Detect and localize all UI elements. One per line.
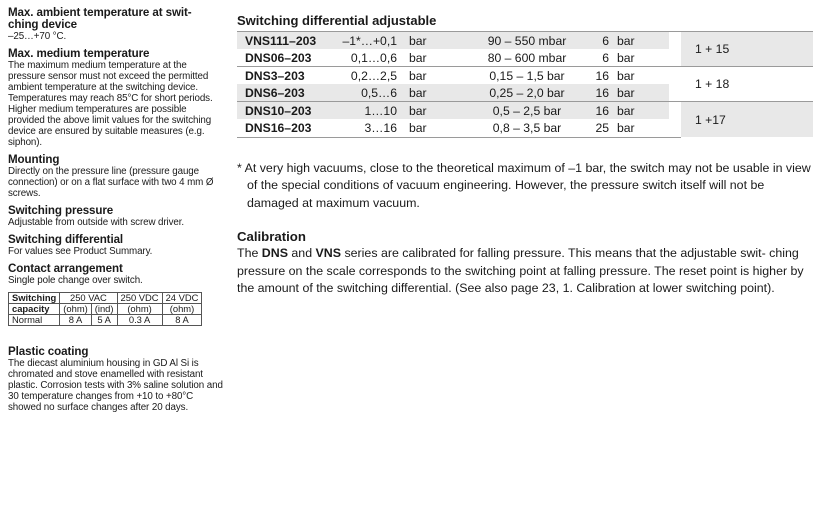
max-pressure-cell: 25: [587, 119, 617, 137]
mounting-text: Directly on the pressure line (pressure gauge connection) or on a flat surface with two 4 mm Ø screws.: [8, 166, 214, 199]
table-row: [237, 102, 813, 120]
vacuum-footnote: * At very high vacuums, close to the theoretical maximum of –1 bar, the switch may not be usable in view of the special conditions of vacuum engineering. However, the pressure switch itself will not be damaged at maximum vacuum.: [237, 160, 811, 210]
unit-cell: bar: [617, 49, 669, 67]
table-cell: 8 A: [60, 315, 91, 326]
unit-cell: bar: [617, 119, 669, 137]
max-pressure-cell: 16: [587, 67, 617, 85]
table-row: [9, 293, 202, 304]
switching-pressure-section: [8, 205, 223, 228]
max-medium-heading: Max. medium temperature: [8, 47, 150, 60]
table-title: Switching differential adjustable: [237, 13, 437, 28]
table-cell: 8 A: [162, 315, 202, 326]
table-cell: (ohm): [60, 304, 91, 315]
max-pressure-cell: 6: [587, 49, 617, 67]
switching-capacity-table: [8, 292, 202, 326]
max-pressure-cell: 6: [587, 32, 617, 50]
mounting-section: [8, 154, 223, 199]
mounting-heading: Mounting: [8, 153, 60, 166]
table-row: [237, 67, 813, 85]
differential-range-cell: 0,15 – 1,5 bar: [467, 67, 587, 85]
range-cell: 0,5…6: [341, 84, 397, 102]
switching-differential-heading: Switching differential: [8, 233, 124, 246]
unit-cell: bar: [617, 67, 669, 85]
type-cell: DNS06–203: [237, 49, 341, 67]
table-row: [237, 32, 813, 50]
right-column: [237, 13, 817, 298]
fixed-value-cell: 1 + 15: [681, 32, 813, 67]
differential-range-cell: 80 – 600 mbar: [467, 49, 587, 67]
max-medium-section: [8, 48, 223, 148]
range-cell: –1*…+0,1: [341, 32, 397, 50]
table-cell: (ind): [91, 304, 117, 315]
left-column: [8, 7, 223, 419]
differential-range-cell: 0,8 – 3,5 bar: [467, 119, 587, 137]
unit-cell: bar: [397, 67, 467, 85]
switching-pressure-text: Adjustable from outside with screw driver.: [8, 217, 185, 228]
type-cell: VNS111–203: [237, 32, 341, 50]
dns-label: DNS: [261, 246, 288, 261]
max-ambient-heading: Max. ambient temperature at swit- ching device: [8, 6, 192, 31]
unit-cell: bar: [617, 102, 669, 120]
switching-differential-table: [237, 31, 813, 138]
table-cell: 5 A: [91, 315, 117, 326]
max-pressure-cell: 16: [587, 102, 617, 120]
table-cell: Switching: [9, 293, 60, 304]
table-cell: 0.3 A: [117, 315, 162, 326]
table-cell: 250 VAC: [60, 293, 117, 304]
switching-differential-section: [8, 234, 223, 257]
max-ambient-section: [8, 7, 223, 42]
contact-text: Single pole change over switch.: [8, 275, 143, 286]
unit-cell: bar: [617, 84, 669, 102]
type-cell: DNS6–203: [237, 84, 341, 102]
differential-range-cell: 0,25 – 2,0 bar: [467, 84, 587, 102]
unit-cell: bar: [617, 32, 669, 50]
table-cell: 250 VDC: [117, 293, 162, 304]
calibration-text: The DNS and VNS series are calibrated for falling pressure. This means that the adjustable swit- ching pressure on the scale corresponds to the switching point at falling pressure. The reset point is higher by the amount of the switching differential. (See also page 23, 1. Calibration at lower switching point).: [237, 246, 804, 296]
vns-label: VNS: [315, 246, 342, 261]
table-row: [9, 315, 202, 326]
contact-section: [8, 263, 223, 286]
plastic-coating-section: [8, 346, 223, 413]
range-cell: 3…16: [341, 119, 397, 137]
plastic-coating-text: The diecast aluminium housing in GD Al Si is chromated and stove enamelled with resistant plastic. Corrosion tests with 3% saline solution and 30 temperature changes from +10 to +80°C showed no surface changes after 20 days.: [8, 358, 223, 413]
differential-range-cell: 0,5 – 2,5 bar: [467, 102, 587, 120]
contact-heading: Contact arrangement: [8, 262, 123, 275]
switching-pressure-heading: Switching pressure: [8, 204, 114, 217]
fixed-value-cell: 1 + 18: [681, 67, 813, 102]
unit-cell: bar: [397, 32, 467, 50]
fixed-value-cell: 1 +17: [681, 102, 813, 137]
calibration-heading: Calibration: [237, 229, 306, 245]
unit-cell: bar: [397, 119, 467, 137]
range-cell: 0,1…0,6: [341, 49, 397, 67]
max-pressure-cell: 16: [587, 84, 617, 102]
table-cell: Normal: [9, 315, 60, 326]
range-cell: 0,2…2,5: [341, 67, 397, 85]
range-cell: 1…10: [341, 102, 397, 120]
max-medium-text-1: The maximum medium temperature at the pressure sensor must not exceed the permitted ambient temperature at the switching device. Temperatures may reach 85°C for short periods.: [8, 60, 213, 104]
unit-cell: bar: [397, 102, 467, 120]
type-cell: DNS10–203: [237, 102, 341, 120]
unit-cell: bar: [397, 49, 467, 67]
table-cell: 24 VDC: [162, 293, 202, 304]
differential-range-cell: 90 – 550 mbar: [467, 32, 587, 50]
table-cell: (ohm): [117, 304, 162, 315]
table-row: [9, 304, 202, 315]
type-cell: DNS16–203: [237, 119, 341, 137]
max-medium-text-2: Higher medium temperatures are possible provided the above limit values for the switching device are ensured by suitable measures (e.g. siphon).: [8, 104, 212, 148]
plastic-coating-heading: Plastic coating: [8, 345, 89, 358]
max-ambient-text: –25…+70 °C.: [8, 31, 67, 42]
table-cell: (ohm): [162, 304, 202, 315]
unit-cell: bar: [397, 84, 467, 102]
table-cell: capacity: [9, 304, 60, 315]
type-cell: DNS3–203: [237, 67, 341, 85]
switching-differential-text: For values see Product Summary.: [8, 246, 153, 257]
